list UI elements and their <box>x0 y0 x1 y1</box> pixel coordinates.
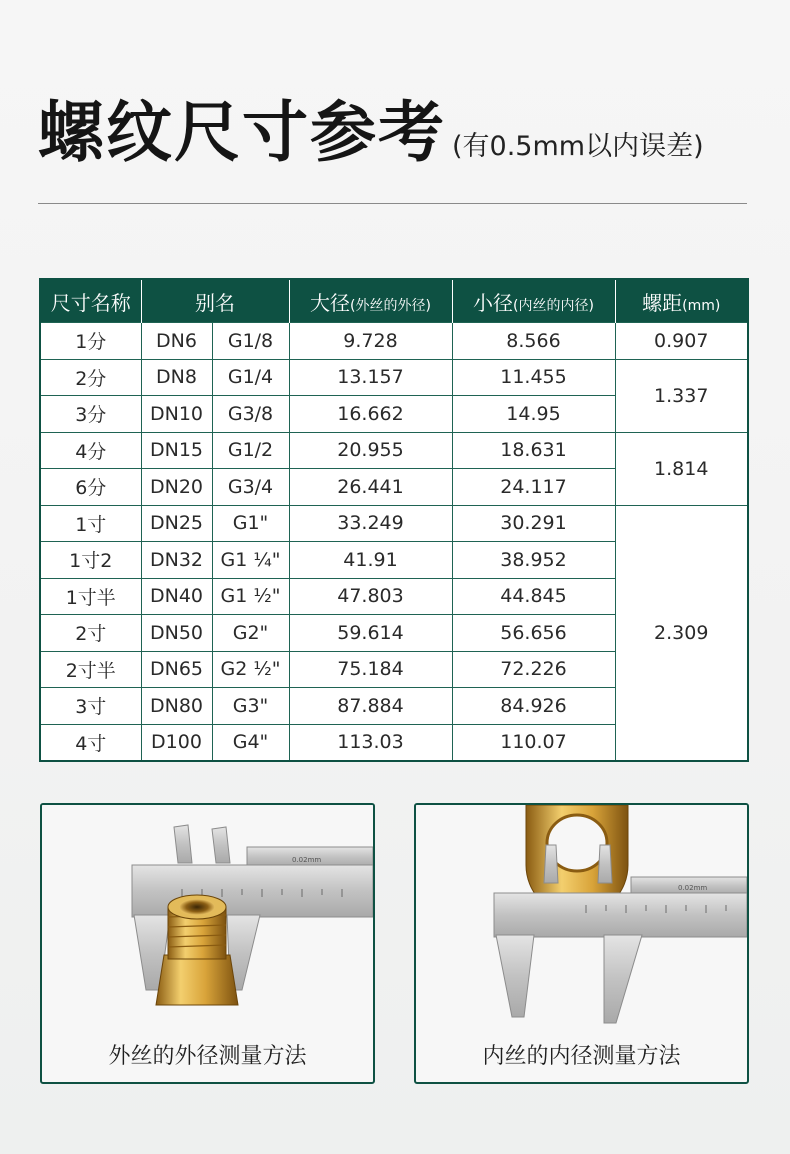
table-header-row <box>40 279 748 323</box>
cell-g: G1 ¼" <box>212 542 289 579</box>
cell-minor: 56.656 <box>452 615 615 652</box>
cell-pitch: 0.907 <box>615 323 748 360</box>
header-alias: 别名 <box>141 279 289 323</box>
header-minor-label: 小径 <box>473 290 514 315</box>
caption-outer-thread: 外丝的外径测量方法 <box>108 1044 307 1069</box>
cell-major: 33.249 <box>289 505 452 542</box>
cell-dn: DN80 <box>141 688 212 725</box>
cell-dn: DN32 <box>141 542 212 579</box>
cell-dn: DN40 <box>141 578 212 615</box>
header-major-note: (外丝的外径) <box>350 297 431 314</box>
cell-size: 2寸半 <box>40 651 141 688</box>
cell-major: 75.184 <box>289 651 452 688</box>
scale-label: 0.02mm <box>678 884 708 892</box>
cell-minor: 18.631 <box>452 432 615 469</box>
cell-major: 87.884 <box>289 688 452 725</box>
cell-minor: 84.926 <box>452 688 615 725</box>
cell-minor: 24.117 <box>452 469 615 506</box>
cell-g: G1 ½" <box>212 578 289 615</box>
cell-dn: DN6 <box>141 323 212 360</box>
cell-g: G3/8 <box>212 396 289 433</box>
cell-major: 41.91 <box>289 542 452 579</box>
cell-g: G4" <box>212 724 289 761</box>
cell-pitch: 1.814 <box>615 432 748 505</box>
cell-dn: D100 <box>141 724 212 761</box>
table-row <box>40 505 748 542</box>
cell-size: 1寸2 <box>40 542 141 579</box>
header-minor-diameter <box>452 279 615 323</box>
cell-size: 6分 <box>40 469 141 506</box>
cell-minor: 38.952 <box>452 542 615 579</box>
cell-g: G1" <box>212 505 289 542</box>
cell-size: 2寸 <box>40 615 141 652</box>
cell-g: G1/2 <box>212 432 289 469</box>
cell-dn: DN8 <box>141 359 212 396</box>
cell-g: G1/8 <box>212 323 289 360</box>
table-row <box>40 359 748 396</box>
cell-dn: DN10 <box>141 396 212 433</box>
cell-pitch: 2.309 <box>615 505 748 761</box>
table-row <box>40 323 748 360</box>
title-main: 螺纹尺寸参考 <box>38 94 446 171</box>
header-size-name: 尺寸名称 <box>40 279 141 323</box>
cell-size: 4分 <box>40 432 141 469</box>
cell-size: 2分 <box>40 359 141 396</box>
cell-minor: 30.291 <box>452 505 615 542</box>
cell-size: 1分 <box>40 323 141 360</box>
header-minor-note: (内丝的内径) <box>513 297 594 314</box>
cell-major: 16.662 <box>289 396 452 433</box>
header-pitch-unit: (mm) <box>682 297 721 314</box>
cell-pitch: 1.337 <box>615 359 748 432</box>
cell-major: 9.728 <box>289 323 452 360</box>
header-major-label: 大径 <box>310 290 351 315</box>
cell-size: 3分 <box>40 396 141 433</box>
cell-dn: DN65 <box>141 651 212 688</box>
cell-dn: DN15 <box>141 432 212 469</box>
title-tolerance-note: (有0.5mm以内误差) <box>452 131 704 162</box>
photo-card-outer-thread <box>40 803 375 1084</box>
cell-major: 59.614 <box>289 615 452 652</box>
header-pitch-label: 螺距 <box>642 290 683 315</box>
cell-minor: 8.566 <box>452 323 615 360</box>
cell-major: 20.955 <box>289 432 452 469</box>
cell-minor: 44.845 <box>452 578 615 615</box>
caliper-inner-measure-photo <box>416 805 747 1035</box>
caliper-outer-measure-photo <box>42 805 373 1035</box>
caption-inner-thread: 内丝的内径测量方法 <box>482 1044 681 1069</box>
cell-dn: DN25 <box>141 505 212 542</box>
cell-major: 47.803 <box>289 578 452 615</box>
cell-dn: DN20 <box>141 469 212 506</box>
table-row <box>40 432 748 469</box>
cell-minor: 14.95 <box>452 396 615 433</box>
cell-size: 3寸 <box>40 688 141 725</box>
cell-major: 13.157 <box>289 359 452 396</box>
cell-major: 113.03 <box>289 724 452 761</box>
cell-minor: 11.455 <box>452 359 615 396</box>
title-divider <box>38 203 747 204</box>
cell-size: 1寸半 <box>40 578 141 615</box>
cell-size: 4寸 <box>40 724 141 761</box>
cell-g: G1/4 <box>212 359 289 396</box>
cell-g: G3" <box>212 688 289 725</box>
header-major-diameter <box>289 279 452 323</box>
cell-size: 1寸 <box>40 505 141 542</box>
cell-g: G3/4 <box>212 469 289 506</box>
cell-minor: 110.07 <box>452 724 615 761</box>
cell-g: G2" <box>212 615 289 652</box>
cell-dn: DN50 <box>141 615 212 652</box>
cell-major: 26.441 <box>289 469 452 506</box>
thread-size-table <box>39 278 749 762</box>
cell-g: G2 ½" <box>212 651 289 688</box>
scale-label: 0.02mm <box>292 856 322 864</box>
photo-card-inner-thread <box>414 803 749 1084</box>
header-pitch <box>615 279 748 323</box>
page-title <box>38 94 704 171</box>
cell-minor: 72.226 <box>452 651 615 688</box>
